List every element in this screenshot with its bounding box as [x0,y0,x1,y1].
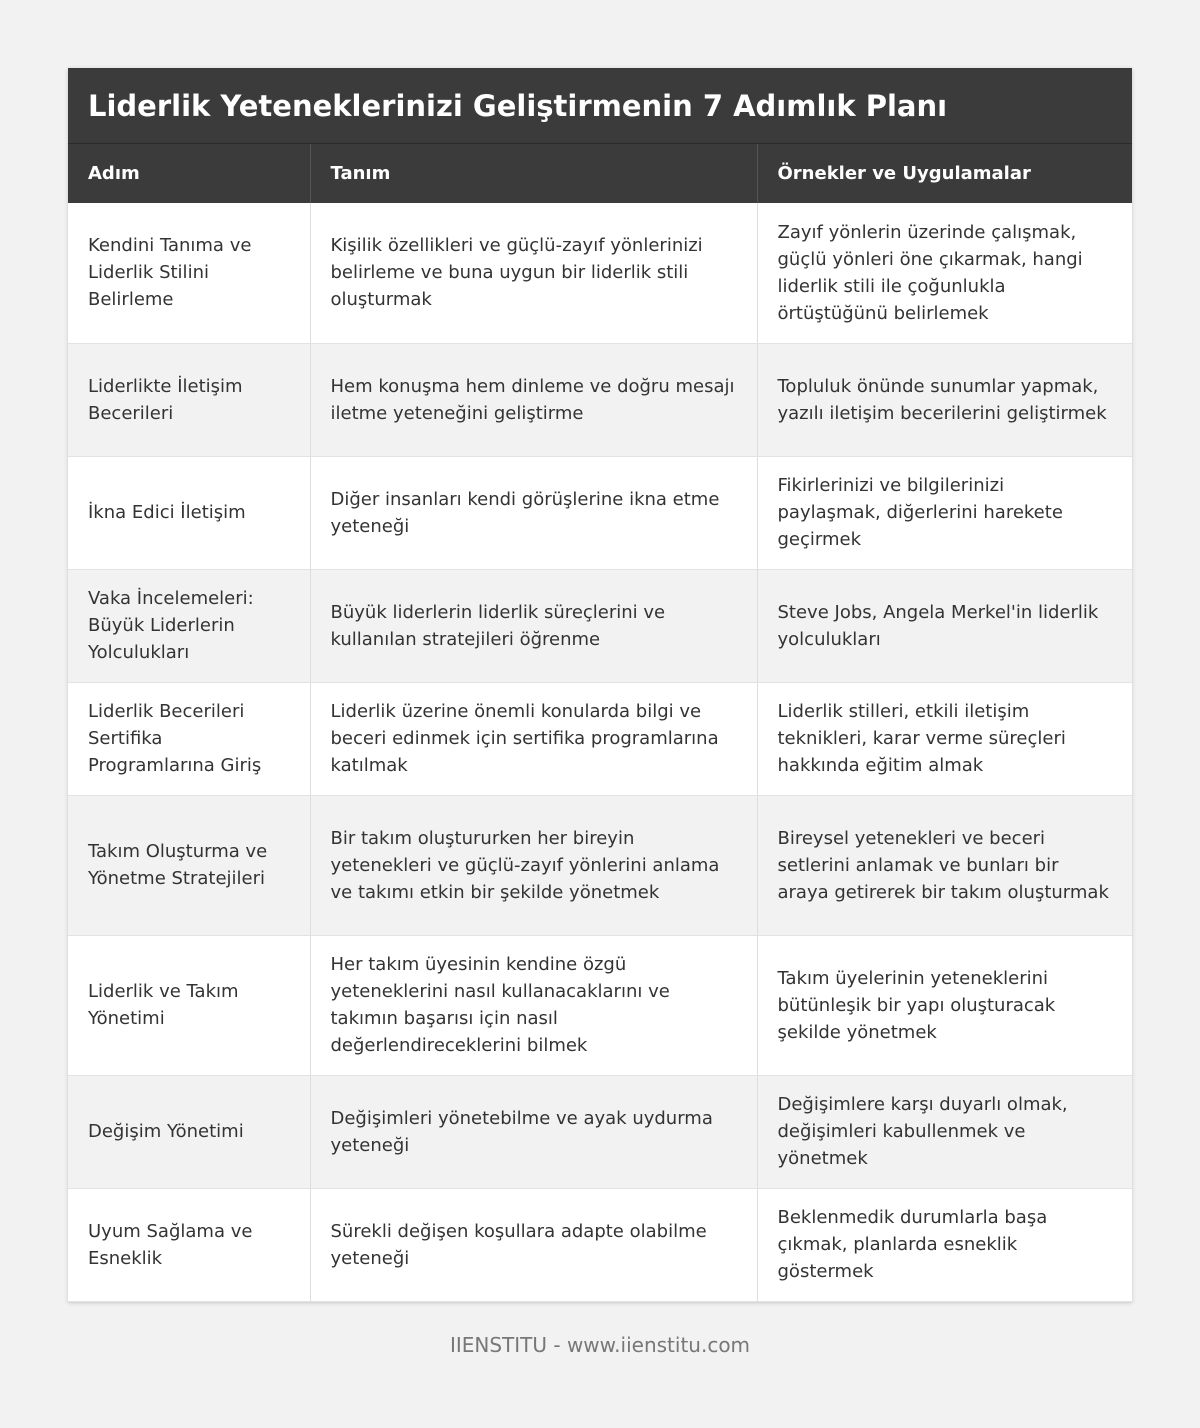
table-row [68,682,1132,795]
table-title: Liderlik Yeteneklerinizi Geliştirmenin 7 Adımlık Planı [68,68,1132,144]
step-cell: Liderlikte İletişim Becerileri [68,343,310,456]
header-definition: Tanım [310,144,757,203]
step-cell: Kendini Tanıma ve Liderlik Stilini Belirleme [68,203,310,343]
examples-cell: Beklenmedik durumlarla başa çıkmak, planlarda esneklik göstermek [757,1188,1132,1301]
examples-cell: Bireysel yetenekleri ve beceri setlerini anlamak ve bunları bir araya getirerek bir takım oluşturmak [757,795,1132,935]
plan-card [68,68,1132,1302]
header-examples: Örnekler ve Uygulamalar [757,144,1132,203]
table-row [68,203,1132,343]
plan-table [68,144,1132,1302]
definition-cell: Diğer insanları kendi görüşlerine ikna etme yeteneği [310,456,757,569]
examples-cell: Steve Jobs, Angela Merkel'in liderlik yolculukları [757,569,1132,682]
table-row [68,569,1132,682]
step-cell: Vaka İncelemeleri: Büyük Liderlerin Yolculukları [68,569,310,682]
step-cell: Liderlik ve Takım Yönetimi [68,935,310,1075]
definition-cell: Hem konuşma hem dinleme ve doğru mesajı iletme yeteneğini geliştirme [310,343,757,456]
step-cell: Liderlik Becerileri Sertifika Programlarına Giriş [68,682,310,795]
footer-credit: IIENSTITU - www.iienstitu.com [449,1333,751,1357]
examples-cell: Fikirlerinizi ve bilgilerinizi paylaşmak, diğerlerini harekete geçirmek [757,456,1132,569]
definition-cell: Değişimleri yönetebilme ve ayak uydurma yeteneği [310,1075,757,1188]
step-cell: Değişim Yönetimi [68,1075,310,1188]
table-row [68,795,1132,935]
step-cell: Uyum Sağlama ve Esneklik [68,1188,310,1301]
definition-cell: Liderlik üzerine önemli konularda bilgi ve beceri edinmek için sertifika programlarına katılmak [310,682,757,795]
examples-cell: Liderlik stilleri, etkili iletişim teknikleri, karar verme süreçleri hakkında eğitim almak [757,682,1132,795]
definition-cell: Bir takım oluştururken her bireyin yetenekleri ve güçlü-zayıf yönlerini anlama ve takımı etkin bir şekilde yönetmek [310,795,757,935]
table-row [68,456,1132,569]
table-row [68,343,1132,456]
definition-cell: Sürekli değişen koşullara adapte olabilme yeteneği [310,1188,757,1301]
step-cell: İkna Edici İletişim [68,456,310,569]
definition-cell: Her takım üyesinin kendine özgü yeteneklerini nasıl kullanacaklarını ve takımın başarısı için nasıl değerlendireceklerini bilmek [310,935,757,1075]
definition-cell: Kişilik özellikleri ve güçlü-zayıf yönlerinizi belirleme ve buna uygun bir liderlik stili oluşturmak [310,203,757,343]
header-row [68,144,1132,203]
examples-cell: Takım üyelerinin yeteneklerini bütünleşik bir yapı oluşturacak şekilde yönetmek [757,935,1132,1075]
examples-cell: Değişimlere karşı duyarlı olmak, değişimleri kabullenmek ve yönetmek [757,1075,1132,1188]
table-row [68,1188,1132,1301]
definition-cell: Büyük liderlerin liderlik süreçlerini ve kullanılan stratejileri öğrenme [310,569,757,682]
table-row [68,1075,1132,1188]
examples-cell: Zayıf yönlerin üzerinde çalışmak, güçlü yönleri öne çıkarmak, hangi liderlik stili ile çoğunlukla örtüştüğünü belirlemek [757,203,1132,343]
table-row [68,935,1132,1075]
step-cell: Takım Oluşturma ve Yönetme Stratejileri [68,795,310,935]
examples-cell: Topluluk önünde sunumlar yapmak, yazılı iletişim becerilerini geliştirmek [757,343,1132,456]
header-step: Adım [68,144,310,203]
